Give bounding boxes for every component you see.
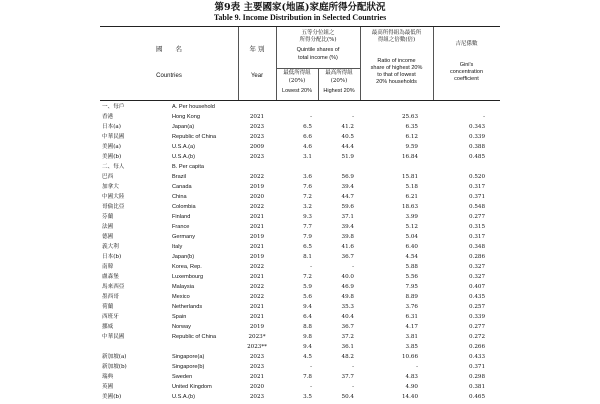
cell-gini: 0.339 [468, 314, 485, 320]
cell-en: United Kingdom [172, 384, 212, 390]
table-row [100, 244, 500, 254]
cell-low: - [310, 264, 312, 270]
cell-zh: 中國大陸 [102, 194, 125, 200]
cell-gini: 0.286 [468, 254, 485, 260]
cell-en: Norway [172, 324, 191, 330]
cell-year: 2020 [249, 194, 265, 200]
cell-high: 56.9 [341, 174, 354, 180]
cell-year: 2023* [248, 334, 266, 340]
header-highest-en: Highest 20% [323, 88, 355, 94]
cell-high: 41.6 [341, 244, 354, 250]
cell-year: 2023 [249, 154, 265, 160]
cell-gini: 0.433 [468, 354, 485, 360]
cell-en: U.S.A.(a) [172, 144, 196, 150]
cell-en: Mexico [172, 294, 190, 300]
cell-ratio: 6.31 [405, 314, 418, 320]
header-highest-zh-2: (20%) [330, 78, 348, 84]
cell-gini: - [483, 114, 485, 120]
cell-year: 2021 [249, 314, 265, 320]
cell-year: 2020 [249, 384, 265, 390]
cell-low: 4.5 [303, 354, 312, 360]
cell-ratio: 14.40 [401, 394, 418, 400]
cell-year: 2021 [249, 244, 265, 250]
cell-zh: 美國(b) [102, 394, 122, 400]
table-title-en: Table 9. Income Distribution in Selected Countries [213, 13, 387, 22]
cell-high: 41.2 [341, 124, 354, 130]
cell-low: 4.6 [303, 144, 312, 150]
cell-gini: 0.407 [468, 284, 485, 290]
cell-year: 2022 [249, 204, 265, 210]
cell-zh: 美國(a) [102, 144, 121, 150]
table-row [100, 234, 500, 244]
header-gini-en-2: concentration [449, 69, 484, 75]
cell-high: 35.3 [341, 304, 354, 310]
cell-en: Brazil [172, 174, 186, 180]
cell-en: Singapore(a) [172, 354, 205, 360]
table-row [100, 334, 500, 344]
cell-high: - [352, 364, 354, 370]
cell-en: Sweden [172, 374, 193, 380]
cell-gini: 0.371 [468, 364, 485, 370]
cell-low: 6.4 [303, 314, 312, 320]
header-quintile-zh-1: 五等分位組之 [301, 30, 335, 36]
table-row [100, 224, 500, 234]
cell-ratio: 6.21 [405, 194, 418, 200]
cell-zh: 芬蘭 [102, 214, 114, 220]
header-gini-en-1: Gini's [459, 62, 474, 68]
cell-ratio: 4.90 [405, 384, 418, 390]
cell-year: 2022 [249, 294, 265, 300]
cell-year: 2021 [249, 114, 265, 120]
cell-low: 7.7 [303, 224, 312, 230]
cell-zh: 二、每人 [102, 164, 125, 170]
header-country-en: Countries [156, 73, 182, 79]
table-row [100, 154, 500, 164]
cell-year: 2023 [249, 364, 265, 370]
cell-ratio: 18.63 [401, 204, 418, 210]
cell-gini: 0.465 [468, 394, 485, 400]
table-row [100, 184, 500, 194]
header-year-zh: 年 別 [249, 45, 265, 53]
table-row [100, 124, 500, 134]
cell-zh: 中華民國 [102, 334, 125, 340]
cell-en: China [172, 194, 187, 200]
cell-zh: 日本(a) [102, 124, 121, 130]
cell-zh: 義大利 [102, 244, 119, 250]
cell-high: 40.4 [341, 314, 354, 320]
table-row [100, 174, 500, 184]
cell-ratio: 4.54 [405, 254, 418, 260]
cell-year: 2023 [249, 124, 265, 130]
cell-ratio: 5.04 [405, 234, 418, 240]
table-row [100, 284, 500, 294]
table-row [100, 144, 500, 154]
cell-gini: 0.371 [468, 194, 485, 200]
cell-gini: 0.266 [468, 344, 485, 350]
cell-low: 3.1 [303, 154, 312, 160]
table-row [100, 264, 500, 274]
cell-year: 2019 [249, 184, 265, 190]
table-row [100, 134, 500, 144]
cell-ratio: 4.17 [405, 324, 418, 330]
table-row [100, 294, 500, 304]
cell-en: Republic of China [172, 334, 217, 340]
cell-en: France [172, 224, 190, 230]
cell-high: 37.7 [341, 374, 354, 380]
cell-high: 51.9 [341, 154, 354, 160]
cell-year: 2023** [247, 344, 267, 350]
cell-low: 6.5 [303, 244, 312, 250]
cell-low: - [310, 364, 312, 370]
table-row [100, 114, 500, 124]
cell-ratio: 3.85 [405, 344, 418, 350]
cell-ratio: 5.56 [405, 274, 418, 280]
header-divider [238, 27, 239, 100]
table-row [100, 324, 500, 334]
header-quintile-en-2: total income (%) [298, 55, 338, 61]
cell-ratio: 7.95 [405, 284, 418, 290]
table-row [100, 304, 500, 314]
table-row [100, 354, 500, 364]
cell-high: 37.1 [341, 214, 354, 220]
cell-gini: 0.388 [468, 144, 485, 150]
cell-ratio: 3.99 [405, 214, 418, 220]
cell-gini: 0.339 [468, 134, 485, 140]
cell-ratio: 10.66 [401, 354, 418, 360]
cell-gini: 0.298 [468, 374, 485, 380]
header-top-rule [100, 26, 500, 27]
cell-ratio: 5.12 [405, 224, 418, 230]
cell-high: - [352, 114, 354, 120]
cell-en: Spain [172, 314, 187, 320]
header-lowest-zh-1: 最低所得組 [283, 70, 311, 76]
cell-gini: 0.348 [468, 244, 485, 250]
cell-zh: 新加坡(b) [102, 364, 127, 370]
cell-gini: 0.277 [468, 324, 485, 330]
cell-en: U.S.A.(b) [172, 154, 196, 160]
cell-year: 2022 [249, 284, 265, 290]
cell-en: Italy [172, 244, 183, 250]
header-year-en: Year [250, 73, 264, 79]
cell-gini: 0.315 [468, 224, 485, 230]
cell-low: 8.1 [303, 254, 312, 260]
cell-zh: 日本(b) [102, 254, 122, 260]
table-row [100, 194, 500, 204]
cell-ratio: - [416, 364, 418, 370]
cell-zh: 美國(b) [102, 154, 122, 160]
cell-zh: 西班牙 [102, 314, 119, 320]
cell-high: 44.7 [341, 194, 354, 200]
cell-high: 40.5 [341, 134, 354, 140]
cell-high: - [352, 264, 354, 270]
cell-high: 48.2 [341, 354, 354, 360]
cell-ratio: 3.81 [405, 334, 418, 340]
cell-en: Finland [172, 214, 191, 220]
cell-high: 36.7 [341, 254, 354, 260]
cell-low: 6.6 [303, 134, 312, 140]
cell-high: 36.7 [341, 324, 354, 330]
cell-high: 49.8 [341, 294, 354, 300]
table-row [100, 364, 500, 374]
cell-low: - [310, 114, 312, 120]
cell-high: 44.4 [341, 144, 354, 150]
cell-en: Hong Kong [172, 114, 200, 120]
cell-en: Netherlands [172, 304, 203, 310]
cell-ratio: 9.59 [405, 144, 418, 150]
header-divider [276, 68, 360, 69]
cell-low: 6.5 [303, 124, 312, 130]
table-row [100, 314, 500, 324]
table-row [100, 214, 500, 224]
cell-zh: 盧森堡 [102, 274, 119, 280]
cell-low: 3.2 [303, 204, 312, 210]
cell-zh: 墨西哥 [102, 294, 119, 300]
cell-ratio: 5.18 [405, 184, 418, 190]
table-row [100, 104, 500, 114]
cell-gini: 0.257 [468, 304, 485, 310]
header-gini-en-3: coefficient [454, 76, 479, 82]
cell-zh: 馬來西亞 [102, 284, 125, 290]
header-ratio-en-1: Ratio of income [377, 58, 416, 64]
cell-ratio: 6.35 [405, 124, 418, 130]
cell-en: Malaysia [172, 284, 195, 290]
cell-ratio: 3.76 [405, 304, 418, 310]
cell-gini: 0.277 [468, 214, 485, 220]
table-row [100, 274, 500, 284]
cell-zh: 哥倫比亞 [102, 204, 125, 210]
cell-gini: 0.485 [468, 154, 485, 160]
cell-zh: 加拿大 [102, 184, 119, 190]
cell-year: 2021 [249, 374, 265, 380]
cell-ratio: 6.12 [405, 134, 418, 140]
header-ratio-en-4: 20% households [376, 79, 417, 85]
cell-year: 2023 [249, 394, 265, 400]
table-row [100, 384, 500, 394]
table-row [100, 204, 500, 214]
header-ratio-en-3: to that of lowest [377, 72, 416, 78]
cell-low: 7.6 [303, 184, 312, 190]
cell-low: - [310, 384, 312, 390]
cell-year: 2009 [249, 144, 265, 150]
table-row [100, 374, 500, 384]
cell-low: 3.6 [303, 174, 312, 180]
cell-ratio: 5.88 [405, 264, 418, 270]
cell-gini: 0.343 [468, 124, 485, 130]
cell-high: 37.2 [341, 334, 354, 340]
cell-zh: 巴西 [102, 174, 114, 180]
cell-gini: 0.327 [468, 264, 485, 270]
cell-year: 2021 [249, 274, 265, 280]
cell-gini: 0.272 [468, 334, 485, 340]
cell-en: Colombia [172, 204, 196, 210]
cell-en: Singapore(b) [172, 364, 205, 370]
cell-gini: 0.435 [468, 294, 485, 300]
cell-year: 2021 [249, 224, 265, 230]
cell-high: 50.4 [341, 394, 354, 400]
cell-en: Republic of China [172, 134, 217, 140]
cell-high: 59.6 [341, 204, 354, 210]
cell-high: 40.0 [341, 274, 354, 280]
cell-ratio: 15.81 [401, 174, 418, 180]
cell-year: 2023 [249, 354, 265, 360]
cell-ratio: 16.84 [401, 154, 418, 160]
cell-high: 39.8 [341, 234, 354, 240]
cell-zh: 南韓 [102, 264, 114, 270]
table-title-zh: 第9表 主要國家(地區)家庭所得分配狀況 [214, 2, 386, 13]
cell-zh: 瑞典 [102, 374, 114, 380]
table-row [100, 344, 500, 354]
cell-year: 2023 [249, 134, 265, 140]
cell-zh: 德國 [102, 234, 114, 240]
cell-en: Japan(b) [172, 254, 195, 260]
cell-gini: 0.317 [468, 234, 485, 240]
cell-en: Korea, Rep. [172, 264, 202, 270]
cell-high: 39.4 [341, 184, 354, 190]
cell-gini: 0.548 [468, 204, 485, 210]
header-gini-zh: 吉尼係數 [455, 41, 478, 47]
header-country-zh: 國 名 [156, 45, 182, 53]
cell-high: 46.9 [341, 284, 354, 290]
cell-low: 7.9 [303, 234, 312, 240]
cell-gini: 0.327 [468, 274, 485, 280]
cell-year: 2022 [249, 174, 265, 180]
cell-year: 2022 [249, 264, 265, 270]
cell-zh: 一、每戶 [102, 104, 125, 110]
cell-en: U.S.A.(b) [172, 394, 196, 400]
cell-zh: 法國 [102, 224, 114, 230]
table-row [100, 394, 500, 404]
header-lowest-zh-2: (20%) [288, 78, 306, 84]
cell-year: 2021 [249, 214, 265, 220]
cell-zh: 荷蘭 [102, 304, 114, 310]
cell-high: - [352, 384, 354, 390]
cell-en: B. Per capita [172, 164, 205, 170]
cell-year: 2019 [249, 234, 265, 240]
cell-low: 5.9 [303, 284, 312, 290]
cell-en: A. Per household [172, 104, 215, 110]
cell-gini: 0.381 [468, 384, 485, 390]
cell-zh: 挪威 [102, 324, 114, 330]
table-row [100, 254, 500, 264]
cell-year: 2019 [249, 324, 265, 330]
cell-year: 2019 [249, 254, 265, 260]
cell-ratio: 8.89 [405, 294, 418, 300]
cell-zh: 英國 [102, 384, 114, 390]
cell-zh: 中華民國 [102, 134, 125, 140]
header-quintile-en-1: Quintile shares of [296, 47, 340, 53]
header-quintile-zh-2: 所得分配比(%) [299, 37, 337, 43]
cell-zh: 香港 [102, 114, 114, 120]
cell-low: 7.2 [303, 274, 312, 280]
header-ratio-en-2: share of highest 20% [370, 65, 423, 71]
header-highest-zh-1: 最高所得組 [325, 70, 353, 76]
cell-en: Germany [172, 234, 196, 240]
cell-gini: 0.520 [468, 174, 485, 180]
cell-low: 7.2 [303, 194, 312, 200]
cell-low: 5.6 [303, 294, 312, 300]
cell-en: Canada [172, 184, 192, 190]
cell-low: 9.8 [303, 334, 312, 340]
table-page [100, 0, 500, 400]
cell-gini: 0.317 [468, 184, 485, 190]
cell-high: 39.4 [341, 224, 354, 230]
table-row [100, 164, 500, 174]
cell-en: Japan(a) [172, 124, 195, 130]
cell-year: 2021 [249, 304, 265, 310]
cell-low: 9.4 [303, 344, 312, 350]
header-ratio-zh-2: 得組之倍數(倍) [377, 37, 416, 43]
cell-ratio: 6.40 [405, 244, 418, 250]
header-ratio-zh-1: 最高所得組為最低所 [371, 30, 422, 36]
cell-low: 8.8 [303, 324, 312, 330]
cell-high: 36.1 [341, 344, 354, 350]
cell-low: 3.5 [303, 394, 312, 400]
header-lowest-en: Lowest 20% [282, 88, 312, 94]
cell-low: 9.3 [303, 214, 312, 220]
cell-ratio: 4.83 [405, 374, 418, 380]
cell-ratio: 25.63 [401, 114, 418, 120]
cell-zh: 新加坡(a) [102, 354, 127, 360]
header-bottom-rule [100, 100, 500, 101]
cell-low: 7.8 [303, 374, 312, 380]
cell-en: Luxembourg [172, 274, 204, 280]
cell-low: 9.4 [303, 304, 312, 310]
